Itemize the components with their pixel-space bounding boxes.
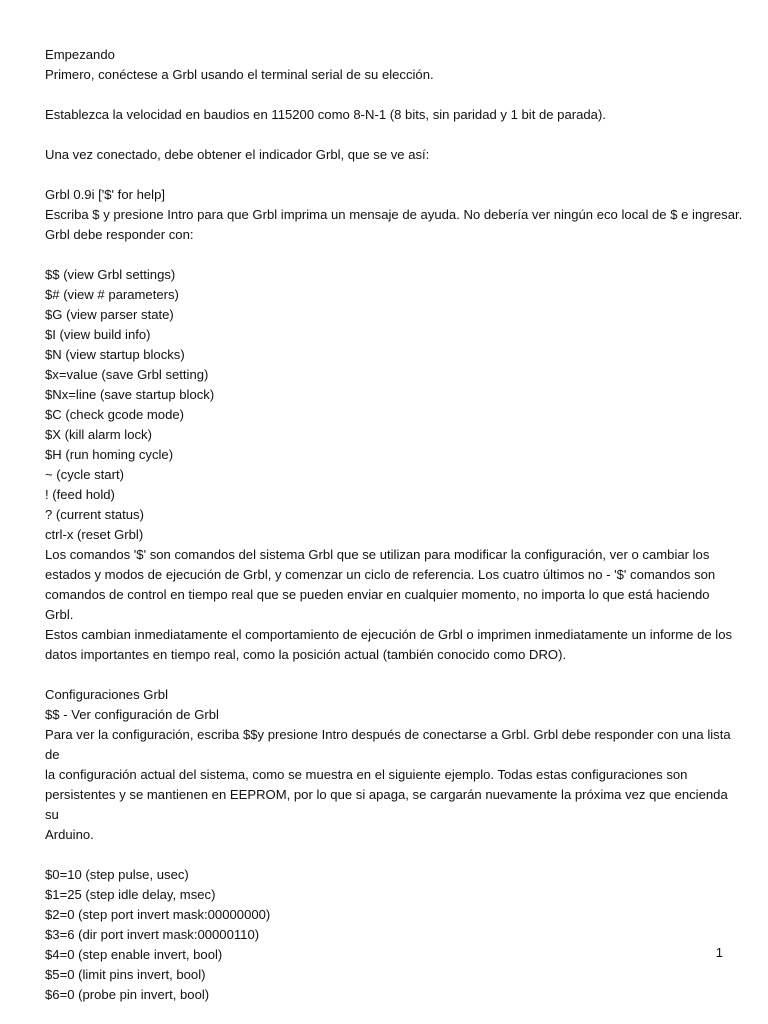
help-command-item: $$ (view Grbl settings) bbox=[45, 267, 176, 282]
setting-item: $2=0 (step port invert mask:00000000) bbox=[45, 907, 271, 922]
paragraph-line: Arduino. bbox=[45, 827, 94, 842]
help-command-item: ! (feed hold) bbox=[45, 487, 115, 502]
help-command-item: $I (view build info) bbox=[45, 327, 151, 342]
settings-subheading: $$ - Ver configuración de Grbl bbox=[45, 707, 219, 722]
settings-paragraph bbox=[45, 725, 735, 845]
help-command-item: $G (view parser state) bbox=[45, 307, 174, 322]
spacer bbox=[45, 245, 735, 265]
paragraph-line: Estos cambian inmediatamente el comportamiento de ejecución de Grbl o imprimen inmediatamente un informe de los bbox=[45, 627, 733, 642]
help-response-line: Grbl debe responder con: bbox=[45, 227, 194, 242]
setting-item: $4=0 (step enable invert, bool) bbox=[45, 947, 223, 962]
paragraph-line: persistentes y se mantienen en EEPROM, por lo que si apaga, se cargarán nuevamente la próxima vez que encienda su bbox=[45, 787, 728, 822]
help-command-item: $X (kill alarm lock) bbox=[45, 427, 152, 442]
paragraph-line: estados y modos de ejecución de Grbl, y comenzar un ciclo de referencia. Los cuatro últimos no - '$' comandos son bbox=[45, 567, 716, 582]
help-command-list bbox=[45, 265, 735, 545]
help-instruction-line: Escriba $ y presione Intro para que Grbl imprima un mensaje de ayuda. No debería ver ningún eco local de $ e ingresar. bbox=[45, 207, 743, 222]
section-heading-settings: Configuraciones Grbl bbox=[45, 687, 168, 702]
help-command-item: $H (run homing cycle) bbox=[45, 447, 174, 462]
grbl-prompt: Grbl 0.9i ['$' for help] bbox=[45, 187, 165, 202]
spacer bbox=[45, 665, 735, 685]
spacer bbox=[45, 85, 735, 105]
paragraph-line: comandos de control en tiempo real que se pueden enviar en cualquier momento, no importa lo que está haciendo Grbl. bbox=[45, 587, 710, 622]
help-command-item: ? (current status) bbox=[45, 507, 144, 522]
baud-rate-line: Establezca la velocidad en baudios en 115200 como 8-N-1 (8 bits, sin paridad y 1 bit de parada). bbox=[45, 107, 606, 122]
spacer bbox=[45, 125, 735, 145]
setting-item: $5=0 (limit pins invert, bool) bbox=[45, 967, 206, 982]
settings-list bbox=[45, 865, 735, 1005]
intro-line: Primero, conéctese a Grbl usando el terminal serial de su elección. bbox=[45, 67, 434, 82]
spacer bbox=[45, 845, 735, 865]
setting-item: $6=0 (probe pin invert, bool) bbox=[45, 987, 210, 1002]
help-command-item: $x=value (save Grbl setting) bbox=[45, 367, 209, 382]
page-number: 1 bbox=[715, 945, 723, 960]
help-command-item: $# (view # parameters) bbox=[45, 287, 179, 302]
paragraph-line: la configuración actual del sistema, como se muestra en el siguiente ejemplo. Todas estas configuraciones son bbox=[45, 767, 688, 782]
section-heading-getting-started: Empezando bbox=[45, 47, 115, 62]
commands-paragraph bbox=[45, 545, 735, 665]
setting-item: $3=6 (dir port invert mask:00000110) bbox=[45, 927, 260, 942]
document-page bbox=[45, 45, 743, 1005]
spacer bbox=[45, 165, 735, 185]
connected-line: Una vez conectado, debe obtener el indicador Grbl, que se ve así: bbox=[45, 147, 430, 162]
setting-item: $0=10 (step pulse, usec) bbox=[45, 867, 189, 882]
setting-item: $1=25 (step idle delay, msec) bbox=[45, 887, 216, 902]
help-command-item: ctrl-x (reset Grbl) bbox=[45, 527, 144, 542]
help-command-item: ~ (cycle start) bbox=[45, 467, 124, 482]
help-command-item: $C (check gcode mode) bbox=[45, 407, 185, 422]
help-command-item: $N (view startup blocks) bbox=[45, 347, 185, 362]
paragraph-line: Los comandos '$' son comandos del sistema Grbl que se utilizan para modificar la configuración, ver o cambiar los bbox=[45, 547, 710, 562]
help-command-item: $Nx=line (save startup block) bbox=[45, 387, 215, 402]
paragraph-line: datos importantes en tiempo real, como la posición actual (también conocido como DRO). bbox=[45, 647, 567, 662]
paragraph-line: Para ver la configuración, escriba $$y presione Intro después de conectarse a Grbl. Grbl debe responder con una lista de bbox=[45, 727, 731, 762]
